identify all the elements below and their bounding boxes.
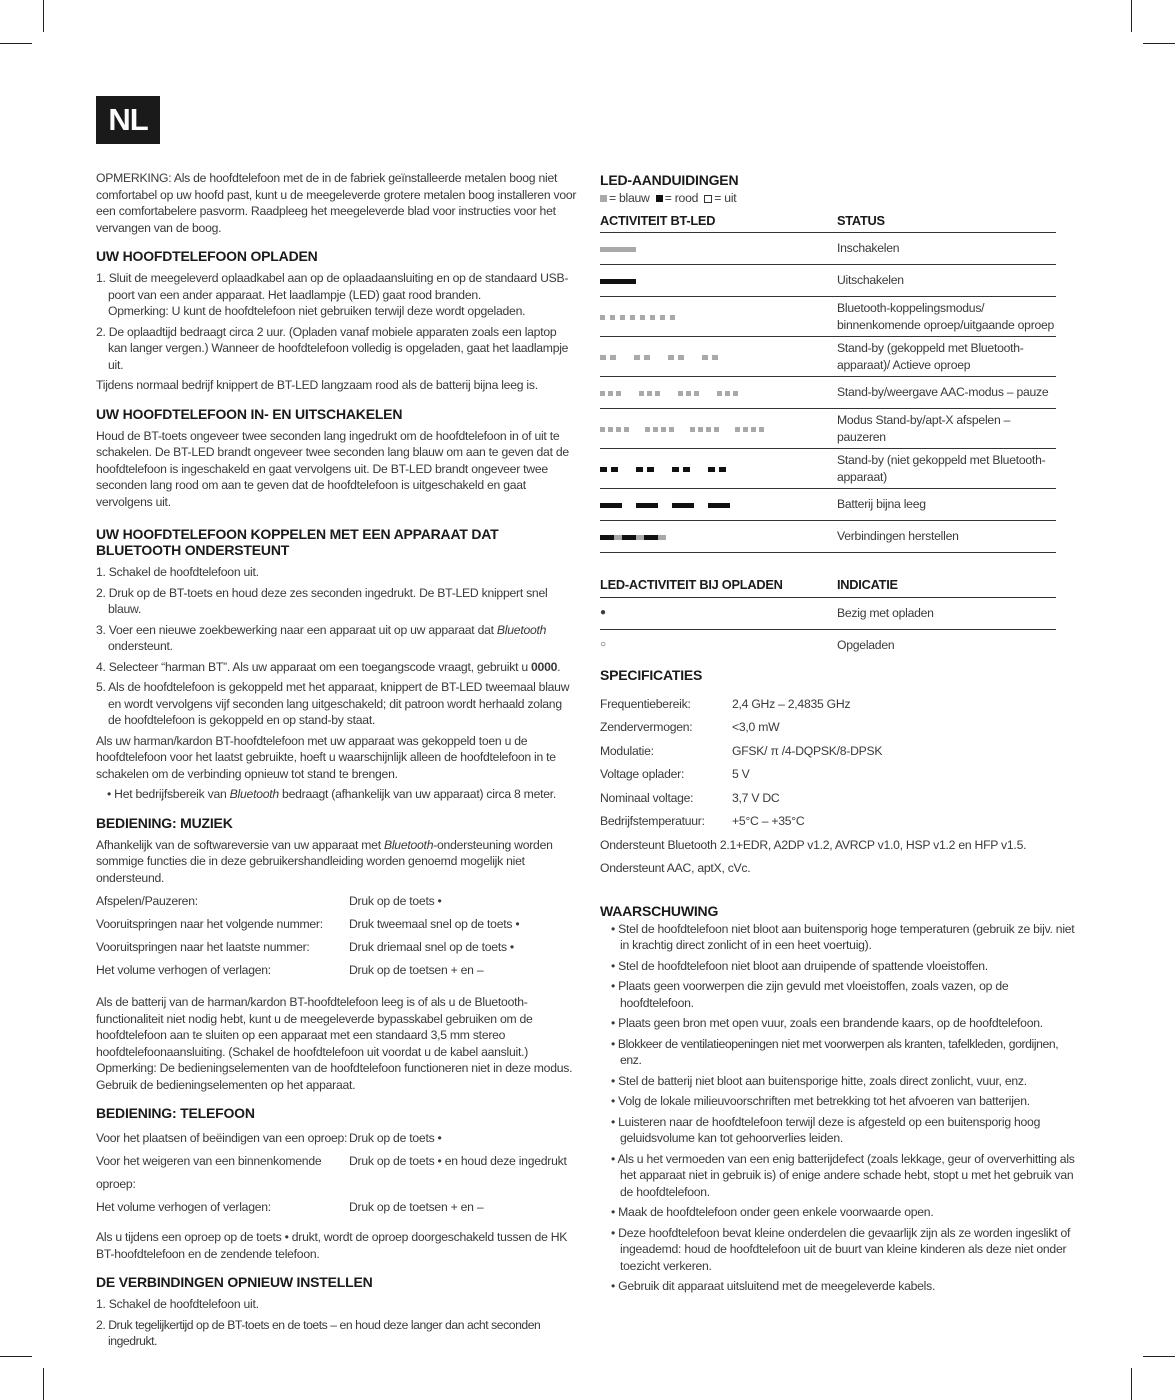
warning-item: • Maak de hoofdtelefoon onder geen enkele voorwaarde open.: [611, 1205, 934, 1219]
music-intro: Afhankelijk van de softwareversie van uw apparaat met Bluetooth-ondersteuning worden sommige functies die in deze gebruikershandleiding worden genoemd mogelijk niet ondersteund.: [96, 837, 553, 885]
phone-transfer-text: Als u tijdens een oproep op de toets • drukt, wordt de oproep doorgeschakeld tussen de HK BT-hoofdtelefoon en de zendende telefoon.: [96, 1230, 568, 1261]
led-segment: [611, 467, 618, 472]
led-segment: [610, 315, 615, 320]
warning-item: • Plaats geen voorwerpen die zijn gevuld met vloeistoffen, zoals vazen, op de hoofdtelefoon.: [611, 979, 1009, 1010]
charge-table-header: [600, 575, 1056, 597]
pair-reconnect-text: Als uw harman/kardon BT-hoofdtelefoon met uw apparaat was gekoppeld toen u de hoofdtelefoon voor het laatst gebruikte, hoeft u waarschijnlijk alleen de hoofdtelefoon in te schakelen om de verbinding opnieuw tot stand te brengen.: [96, 733, 556, 781]
led-segment: [660, 315, 665, 320]
table-row: [600, 597, 1056, 629]
table-row: [600, 489, 1056, 521]
led-col-status: STATUS: [837, 211, 1056, 233]
led-segment: [694, 391, 699, 396]
led-segment: [719, 467, 726, 472]
table-row: [600, 409, 1056, 449]
warning-item: • Stel de hoofdtelefoon niet bloot aan buitensporig hoge temperaturen (gebruik ze bijv. niet in krachtig direct zonlicht of in een heet voertuig).: [611, 921, 1075, 952]
led-segment: [644, 535, 658, 540]
led-segment: [620, 315, 625, 320]
led-segment: [600, 355, 606, 360]
crop-mark: [0, 1356, 32, 1357]
warning-heading: WAARSCHUWING: [600, 902, 719, 919]
led-segment: [647, 467, 654, 472]
spec-heading: SPECIFICATIES: [600, 666, 703, 683]
crop-mark: [0, 43, 32, 44]
led-segment: [743, 427, 748, 432]
spec-row: Bedrijfstemperatuur: +5°C – +35°C: [600, 814, 805, 828]
reset-heading: DE VERBINDINGEN OPNIEUW INSTELLEN: [96, 1274, 373, 1290]
led-table-header: [600, 211, 1056, 233]
led-segment: [636, 467, 643, 472]
pair-step: 1. Schakel de hoofdtelefoon uit.: [96, 565, 259, 579]
led-segment: [672, 503, 694, 508]
led-pattern: [600, 521, 837, 553]
led-segment: [670, 315, 675, 320]
led-segment: [645, 427, 650, 432]
table-row: [600, 297, 1056, 337]
charge-step: 2. De oplaadtijd bedraagt circa 2 uur. (Opladen vanaf mobiele apparaten zoals een laptop kan langer vergen.) Wanneer de hoofdtelefoon volledig is opgeladen, gaat het laadlampje uit.: [96, 324, 569, 372]
led-segment: [600, 391, 605, 396]
led-segment: [712, 355, 718, 360]
phone-heading: BEDIENING: TELEFOON: [96, 1105, 255, 1121]
crop-mark: [1143, 43, 1175, 44]
spec-support: Ondersteunt AAC, aptX, cVc.: [600, 861, 751, 875]
legend-red-swatch: [656, 195, 663, 202]
crop-mark: [1131, 1368, 1132, 1400]
spec-row: Zendervermogen: <3,0 mW: [600, 720, 780, 734]
led-segment: [640, 315, 645, 320]
charge-heading: UW HOOFDTELEFOON OPLADEN: [96, 248, 318, 264]
charge-col-activity: LED-ACTIVITEIT BIJ OPLADEN: [600, 575, 837, 597]
warning-item: • Volg de lokale milieuvoorschriften met betrekking tot het afvoeren van batterijen.: [611, 1094, 1030, 1108]
led-segment: [634, 355, 640, 360]
charge-note: Opmerking: U kunt de hoofdtelefoon niet gebruiken terwijl deze wordt opgeladen.: [108, 304, 526, 318]
bypass-note: Opmerking: De bedieningselementen van de hoofdtelefoon functioneren niet in deze modus. Gebruik de bedieningselementen op het apparaat.: [96, 1061, 573, 1092]
pair-step: 3. Voer een nieuwe zoekbewerking naar een apparaat uit op uw apparaat dat Bluetooth ondersteunt.: [96, 622, 547, 653]
legend-blue-swatch: [600, 195, 607, 202]
led-segment: [759, 427, 764, 432]
table-row: [600, 377, 1056, 409]
led-segment: [690, 427, 695, 432]
pair-heading: UW HOOFDTELEFOON KOPPELEN MET EEN APPARAAT DAT BLUETOOTH ONDERSTEUNT: [96, 526, 499, 558]
control-row: Het volume verhogen of verlagen: Druk op de toetsen + en –: [96, 1200, 484, 1214]
led-segment: [608, 391, 613, 396]
table-row: [600, 629, 1056, 661]
led-segment: [630, 315, 635, 320]
led-segment: [600, 247, 636, 252]
crop-mark: [43, 0, 44, 32]
led-segment: [686, 391, 691, 396]
led-segment: [669, 427, 674, 432]
spec-list: [600, 693, 1075, 881]
led-segment: [600, 535, 614, 540]
led-segment: [658, 535, 666, 540]
led-segment: [733, 391, 738, 396]
spec-row: Nominaal voltage: 3,7 V DC: [600, 790, 780, 805]
led-segment: [600, 467, 607, 472]
control-row: Vooruitspringen naar het laatste nummer: Druk driemaal snel op de toets •: [96, 940, 514, 954]
warning-item: • Blokkeer de ventilatieopeningen niet met voorwerpen als kranten, tafelkleden, gordijnen, enz.: [611, 1036, 1059, 1067]
left-column: [96, 170, 578, 1354]
led-pattern: [600, 449, 837, 489]
crop-mark: [1131, 0, 1132, 32]
led-status: Modus Stand-by/apt-X afspelen – pauzeren: [837, 409, 1056, 449]
led-segment: [678, 355, 684, 360]
language-tab: NL: [96, 96, 160, 144]
led-pattern: [600, 409, 837, 449]
led-segment: [639, 391, 644, 396]
phone-controls: [96, 1127, 578, 1219]
led-segment: [644, 355, 650, 360]
led-pattern: [600, 337, 837, 377]
led-col-activity: ACTIVITEIT BT-LED: [600, 211, 837, 233]
pair-step: 2. Druk op de BT-toets en houd deze zes seconden ingedrukt. De BT-LED knippert snel blauw.: [96, 585, 548, 616]
led-segment: [653, 427, 658, 432]
led-heading: LED-AANDUIDINGEN: [600, 172, 739, 188]
control-row: Voor het plaatsen of beëindigen van een oproep: Druk op de toets •: [96, 1131, 442, 1145]
led-segment: [702, 355, 708, 360]
led-segment: [678, 391, 683, 396]
led-segment: [600, 279, 636, 284]
warning-item: • Luisteren naar de hoofdtelefoon terwijl deze is afgesteld op een buitensporig hoog geluidsvolume kan tot gehoorverlies leiden.: [611, 1114, 1041, 1145]
charged-symbol: ○: [600, 638, 606, 650]
led-segment: [600, 427, 605, 432]
led-pattern: [600, 265, 837, 297]
bypass-cable-text: Als de batterij van de harman/kardon BT-hoofdtelefoon leeg is of als u de Bluetooth-functionaliteit niet nodig hebt, kunt u de meegeleverde bypasskabel gebruiken om de hoofdtelefoon aan te sluiten op een apparaat met een standaard 3,5 mm stereo hoofdtelefoonaansluiting. (Schakel de hoofdtelefoon uit voordat u de kabel aansluit.): [96, 995, 533, 1059]
led-segment: [622, 535, 636, 540]
led-segment: [616, 427, 621, 432]
table-row: [600, 521, 1056, 553]
reset-step: 2. Druk tegelijkertijd op de BT-toets en de toets – en houd deze langer dan acht seconden ingedrukt.: [96, 1317, 541, 1348]
led-segment: [714, 427, 719, 432]
led-segment: [708, 467, 715, 472]
charge-col-indication: INDICATIE: [837, 575, 1056, 597]
warning-item: • Gebruik dit apparaat uitsluitend met de meegeleverde kabels.: [611, 1279, 936, 1293]
table-row: [600, 337, 1056, 377]
led-segment: [614, 535, 622, 540]
control-row: Vooruitspringen naar het volgende nummer: Druk tweemaal snel op de toets •: [96, 917, 520, 931]
led-segment: [706, 427, 711, 432]
warning-item: • Plaats geen bron met open vuur, zoals een brandende kaars, op de hoofdtelefoon.: [611, 1016, 1043, 1030]
crop-mark: [1143, 1356, 1175, 1357]
warning-item: • Deze hoofdtelefoon bevat kleine onderdelen die gevaarlijk zijn als ze worden ingeslikt of ingeademd: houd de hoofdtelefoon uit de buurt van kleine kinderen als deze niet onder toezicht verkeren.: [611, 1225, 1071, 1273]
charge-led-table: [600, 575, 1056, 661]
led-segment: [668, 355, 674, 360]
led-segment: [735, 427, 740, 432]
charge-status: Opgeladen: [837, 637, 895, 652]
headband-note: OPMERKING: Als de hoofdtelefoon met de in de fabriek geïnstalleerde metalen boog niet comfortabel op uw hoofd past, kunt u de meegeleverde grotere metalen boog installeren voor een comfortabelere pasvorm. Raadpleeg het meegeleverde blad voor instructies voor het vervangen van de boog.: [96, 171, 577, 235]
led-status: Verbindingen herstellen: [837, 521, 1056, 553]
led-segment: [672, 467, 679, 472]
led-segment: [616, 391, 621, 396]
right-column: [600, 170, 1075, 1299]
led-status: Stand-by (gekoppeld met Bluetooth-apparaat)/ Actieve oproep: [837, 337, 1056, 377]
crop-mark: [43, 1368, 44, 1400]
warning-list: [600, 921, 1075, 1295]
charge-status: Bezig met opladen: [837, 597, 1056, 629]
led-pattern: [600, 489, 837, 521]
led-segment: [600, 315, 605, 320]
charging-symbol: ●: [600, 597, 837, 629]
music-controls: [96, 890, 578, 982]
led-pattern: [600, 297, 837, 337]
led-segment: [624, 427, 629, 432]
table-row: [600, 449, 1056, 489]
warning-item: • Stel de hoofdtelefoon niet bloot aan druipende of spattende vloeistoffen.: [611, 958, 988, 973]
led-status: Stand-by (niet gekoppeld met Bluetooth-apparaat): [837, 449, 1056, 489]
led-segment: [683, 467, 690, 472]
led-segment: [725, 391, 730, 396]
led-segment: [636, 503, 658, 508]
led-segment: [650, 315, 655, 320]
led-pattern: [600, 233, 837, 265]
table-row: [600, 265, 1056, 297]
charge-step: 1. Sluit de meegeleverd oplaadkabel aan op de oplaadaansluiting en op de standaard USB-poort van een ander apparaat. Het laadlampje (LED) gaat rood branden.: [96, 271, 569, 302]
led-status: Bluetooth-koppelingsmodus/ binnenkomende oproep/uitgaande oproep: [837, 297, 1056, 337]
warning-item: • Stel de batterij niet bloot aan buitensporige hitte, zoals direct zonlicht, vuur, enz.: [611, 1073, 1027, 1088]
led-status: Inschakelen: [837, 233, 1056, 265]
charge-battery-text: Tijdens normaal bedrijf knippert de BT-LED langzaam rood als de batterij bijna leeg is.: [96, 378, 538, 392]
control-row: Voor het weigeren van een binnenkomende oproep: Druk op de toets • en houd deze ingedrukt: [96, 1154, 567, 1191]
led-segment: [708, 503, 730, 508]
spec-row: Frequentiebereik: 2,4 GHz – 2,4835 GHz: [600, 696, 851, 711]
led-pattern: [600, 377, 837, 409]
pair-step: 4. Selecteer “harman BT”. Als uw apparaat om een toegangscode vraagt, gebruikt u 0000.: [96, 659, 561, 674]
spec-row: Modulatie: GFSK/ π /4-DQPSK/8-DPSK: [600, 743, 883, 758]
control-row: Het volume verhogen of verlagen: Druk op de toetsen + en –: [96, 963, 484, 977]
led-segment: [661, 427, 666, 432]
spec-support: Ondersteunt Bluetooth 2.1+EDR, A2DP v1.2, AVRCP v1.0, HSP v1.2 en HFP v1.5.: [600, 837, 1027, 852]
led-status: Batterij bijna leeg: [837, 489, 1056, 521]
power-heading: UW HOOFDTELEFOON IN- EN UITSCHAKELEN: [96, 405, 403, 422]
led-table: [600, 211, 1056, 554]
table-row: [600, 233, 1056, 265]
reset-step: 1. Schakel de hoofdtelefoon uit.: [96, 1297, 259, 1311]
led-segment: [600, 503, 622, 508]
power-text: Houd de BT-toets ongeveer twee seconden lang ingedrukt om de hoofdtelefoon in of uit te schakelen. De BT-LED brandt ongeveer twee seconden lang blauw om aan te geven dat de hoofdtelefoon is ingeschakeld en gaat vervolgens uit. De BT-LED brandt ongeveer twee seconden lang rood om aan te geven dat de hoofdtelefoon is uitgeschakeld en gaat vervolgens uit.: [96, 428, 569, 509]
pair-range-bullet: • Het bedrijfsbereik van Bluetooth bedraagt (afhankelijk van uw apparaat) circa 8 meter.: [107, 787, 557, 801]
led-segment: [636, 535, 644, 540]
led-segment: [655, 391, 660, 396]
led-segment: [608, 427, 613, 432]
led-segment: [698, 427, 703, 432]
music-heading: BEDIENING: MUZIEK: [96, 814, 233, 831]
legend-off-swatch: [704, 195, 712, 203]
led-segment: [610, 355, 616, 360]
led-legend: = blauw = rood = uit: [600, 190, 1075, 207]
led-status: Stand-by/weergave AAC-modus – pauze: [837, 377, 1056, 409]
led-segment: [751, 427, 756, 432]
spec-row: Voltage oplader: 5 V: [600, 767, 750, 781]
warning-item: • Als u het vermoeden van een enig batterijdefect (zoals lekkage, geur of oververhitting als het apparaat niet in gebruik is) of enige andere schade hebt, stopt u met het gebruik van de hoofdtelefoon.: [611, 1151, 1075, 1199]
control-row: Afspelen/Pauzeren: Druk op de toets •: [96, 894, 442, 908]
led-segment: [717, 391, 722, 396]
led-segment: [647, 391, 652, 396]
led-status: Uitschakelen: [837, 265, 1056, 297]
pair-step: 5. Als de hoofdtelefoon is gekoppeld met het apparaat, knippert de BT-LED tweemaal blauw en wordt vervolgens vijf seconden lang uitgeschakeld; dit patroon wordt herhaald zolang de hoofdtelefoon is gekoppeld en op stand-by staat.: [96, 680, 570, 727]
